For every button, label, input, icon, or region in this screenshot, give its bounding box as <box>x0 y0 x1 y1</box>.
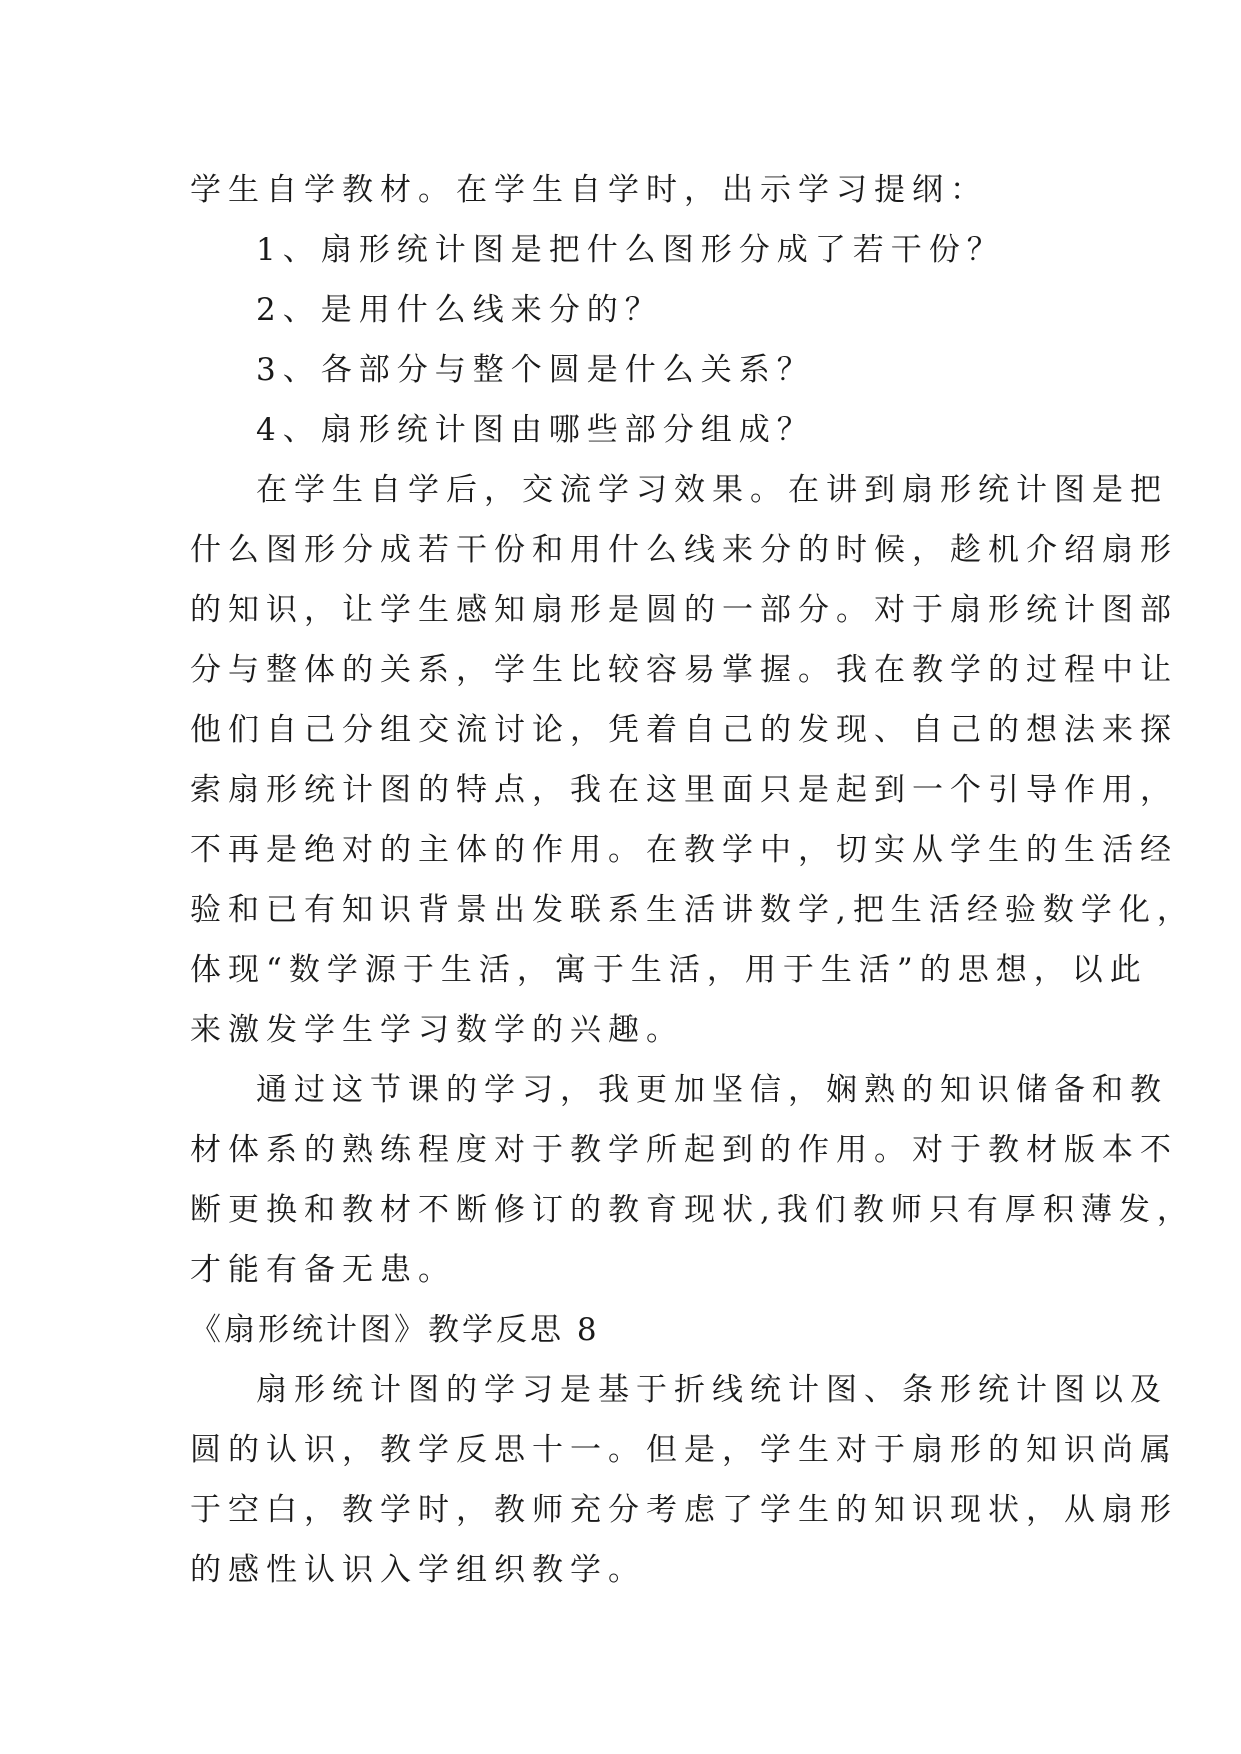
text-line: 于空白，教学时，教师充分考虑了学生的知识现状，从扇形 <box>190 1492 1178 1528</box>
text-line: 来激发学生学习数学的兴趣。 <box>190 1012 684 1048</box>
text-line: 圆的认识，教学反思十一。但是，学生对于扇形的知识尚属 <box>190 1432 1178 1468</box>
text-line: 的感性认识入学组织教学。 <box>190 1552 646 1588</box>
text-line: 他们自己分组交流讨论，凭着自己的发现、自己的想法来探 <box>190 712 1178 748</box>
paragraph-start: 通过这节课的学习，我更加坚信，娴熟的知识储备和教 <box>256 1072 1168 1108</box>
paragraph-start: 在学生自学后，交流学习效果。在讲到扇形统计图是把 <box>256 472 1168 508</box>
document-body <box>190 160 1195 1600</box>
text-line: 学生自学教材。在学生自学时，出示学习提纲： <box>190 172 988 208</box>
text-line: 分与整体的关系，学生比较容易掌握。我在教学的过程中让 <box>190 652 1178 688</box>
text-line: 材体系的熟练程度对于教学所起到的作用。对于教材版本不 <box>190 1132 1178 1168</box>
text-line: 什么图形分成若干份和用什么线来分的时候，趁机介绍扇形 <box>190 532 1178 568</box>
outline-item-3: 3、各部分与整个圆是什么关系？ <box>256 352 815 388</box>
text-line: 才能有备无患。 <box>190 1252 456 1288</box>
outline-item-4: 4、扇形统计图由哪些部分组成？ <box>256 412 815 448</box>
section-title: 《扇形统计图》教学反思 8 <box>190 1312 600 1348</box>
text-line: 体现“数学源于生活，寓于生活，用于生活”的思想，以此 <box>190 952 1148 988</box>
text-line: 断更换和教材不断修订的教育现状,我们教师只有厚积薄发， <box>190 1192 1195 1228</box>
text-line: 不再是绝对的主体的作用。在教学中，切实从学生的生活经 <box>190 832 1178 868</box>
text-line: 的知识，让学生感知扇形是圆的一部分。对于扇形统计图部 <box>190 592 1178 628</box>
text-line: 验和已有知识背景出发联系生活讲数学,把生活经验数学化， <box>190 892 1195 928</box>
outline-item-2: 2、是用什么线来分的？ <box>256 292 663 328</box>
text-line: 索扇形统计图的特点，我在这里面只是起到一个引导作用， <box>190 772 1178 808</box>
outline-item-1: 1、扇形统计图是把什么图形分成了若干份？ <box>256 232 1005 268</box>
paragraph-start: 扇形统计图的学习是基于折线统计图、条形统计图以及 <box>256 1372 1168 1408</box>
